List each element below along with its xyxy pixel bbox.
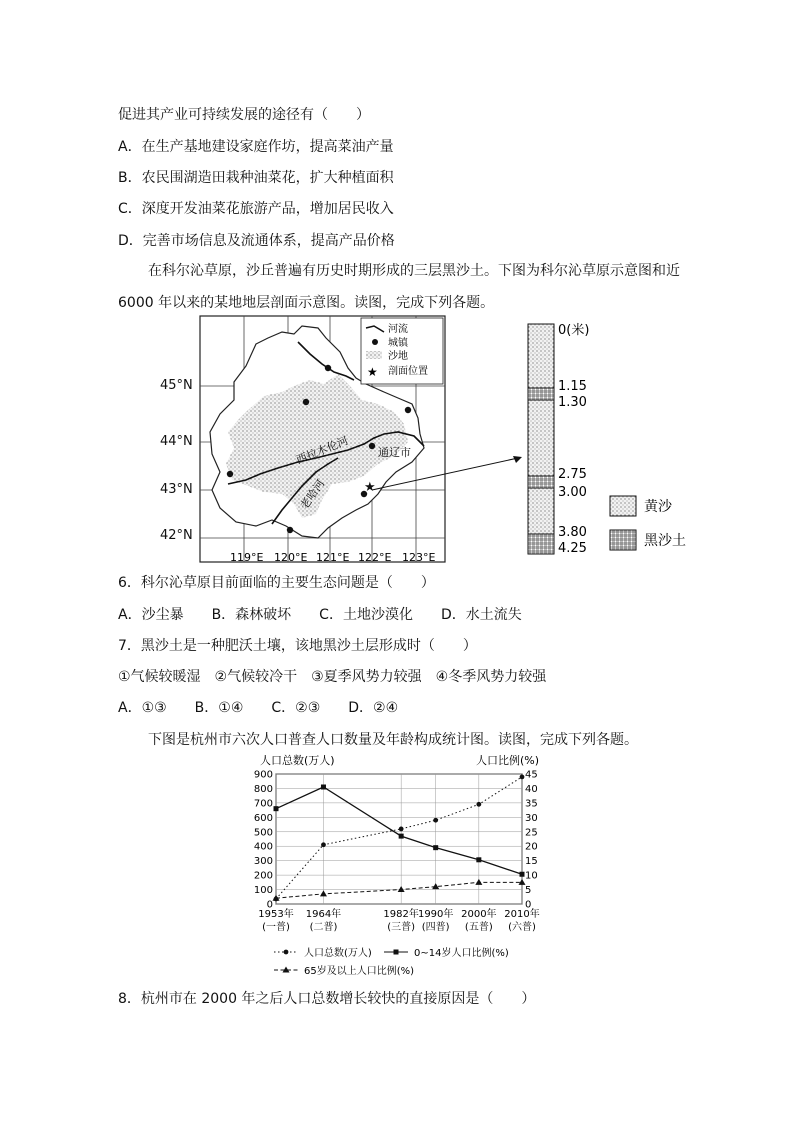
- depth-3-00: 3.00: [558, 485, 587, 500]
- left-tick-label: 500: [253, 827, 273, 839]
- left-tick-label: 600: [253, 812, 273, 824]
- data-point-square: [433, 845, 438, 850]
- q7-conditions: ①气候较暖湿 ②气候较冷干 ③夏季风势力较强 ④冬季风势力较强: [118, 669, 547, 685]
- q5-option-a: A．在生产基地建设家庭作坊，提高菜油产量: [118, 139, 394, 155]
- x-tick-year: 1990年: [417, 909, 454, 920]
- svg-text:★: ★: [367, 365, 378, 379]
- lon-label-121: 121°E: [316, 551, 350, 564]
- data-point-square: [321, 785, 326, 790]
- x-tick-census: (五普): [464, 922, 493, 933]
- data-point-square: [399, 834, 404, 839]
- legend-65-plus-ratio: 65岁及以上人口比例(%): [304, 966, 415, 977]
- legend-total-population: 人口总数(万人): [304, 948, 372, 959]
- right-tick-label: 15: [525, 856, 538, 868]
- right-tick-label: 5: [525, 885, 532, 897]
- lat-45: 45°N: [160, 378, 193, 393]
- depth-3-80: 3.80: [558, 525, 587, 540]
- left-tick-label: 300: [253, 856, 273, 868]
- q6-stem: 6．科尔沁草原目前面临的主要生态问题是（ ）: [118, 575, 435, 591]
- q7-options: A．①③ B．①④ C．②③ D．②④: [118, 700, 399, 716]
- right-tick-label: 20: [525, 841, 538, 853]
- river-label-xilamulun: 西拉木伦河: [294, 434, 351, 467]
- x-tick-year: 1953年: [258, 909, 294, 920]
- data-point-triangle: [320, 890, 327, 896]
- left-tick-label: 200: [253, 870, 273, 882]
- left-tick-label: 0: [266, 899, 273, 911]
- right-tick-label: 45: [525, 769, 538, 781]
- x-tick-census: (六普): [508, 922, 536, 933]
- x-tick-year: 1964年: [305, 909, 342, 920]
- x-tick-year: 1982年: [383, 909, 419, 920]
- left-tick-label: 400: [253, 841, 273, 853]
- lat-43: 43°N: [160, 482, 193, 497]
- passage2-line1: 下图是杭州市六次人口普查人口数量及年龄构成统计图。读图，完成下列各题。: [148, 732, 638, 748]
- data-point-square: [274, 806, 279, 811]
- lon-label-119: 119°E: [230, 551, 264, 564]
- lon-label-123: 123°E: [402, 551, 436, 564]
- legend-river: 河流: [388, 324, 408, 335]
- q6-options: A．沙尘暴 B．森林破坏 C．土地沙漠化 D．水土流失: [118, 607, 522, 623]
- horqin-map: [198, 314, 448, 566]
- q5-option-d: D．完善市场信息及流通体系，提高产品价格: [118, 233, 395, 249]
- left-tick-label: 100: [253, 885, 273, 897]
- stratigraphic-profile: [520, 318, 720, 558]
- right-tick-label: 40: [525, 783, 538, 795]
- data-point-square: [476, 857, 481, 862]
- legend-0-14-ratio: 0~14岁人口比例(%): [414, 948, 509, 959]
- river-label-laoha: 老哈河: [297, 477, 328, 512]
- lon-label-120: 120°E: [274, 551, 308, 564]
- q5-option-c: C．深度开发油菜花旅游产品，增加居民收入: [118, 201, 394, 217]
- legend-yellow-sand: 黄沙: [644, 499, 672, 515]
- city-label-tongliao: 通辽市: [378, 446, 411, 459]
- q5-stem: 促进其产业可持续发展的途径有（ ）: [118, 107, 370, 123]
- x-tick-year: 2010年: [504, 909, 540, 920]
- depth-1-15: 1.15: [558, 379, 587, 394]
- left-tick-label: 900: [253, 769, 273, 781]
- lon-label-122: 122°E: [358, 551, 392, 564]
- right-tick-label: 0: [525, 899, 532, 911]
- plot-frame: [276, 774, 522, 904]
- svg-text:★: ★: [364, 480, 376, 495]
- x-tick-year: 2000年: [461, 909, 497, 920]
- data-point-circle: [399, 826, 404, 831]
- q7-stem: 7．黑沙土是一种肥沃土壤，该地黑沙土层形成时（ ）: [118, 638, 477, 654]
- left-tick-label: 700: [253, 798, 273, 810]
- right-tick-label: 30: [525, 812, 538, 824]
- x-tick-census: (一普): [262, 922, 290, 933]
- legend-black-sandy-soil: 黑沙土: [644, 533, 686, 549]
- legend-profile: 剖面位置: [388, 366, 428, 377]
- x-tick-census: (二普): [309, 922, 338, 933]
- depth-1-30: 1.30: [558, 395, 587, 410]
- right-tick-label: 10: [525, 870, 538, 882]
- x-tick-census: (三普): [387, 922, 416, 933]
- legend-sand: 沙地: [388, 351, 408, 362]
- q8-stem: 8．杭州市在 2000 年之后人口总数增长较快的直接原因是（ ）: [118, 991, 536, 1007]
- depth-2-75: 2.75: [558, 467, 587, 482]
- lat-42: 42°N: [160, 528, 193, 543]
- right-tick-label: 25: [525, 827, 538, 839]
- right-tick-label: 35: [525, 798, 538, 810]
- left-tick-label: 800: [253, 783, 273, 795]
- data-point-triangle: [398, 886, 405, 892]
- data-point-circle: [321, 842, 326, 847]
- depth-4-25: 4.25: [558, 541, 587, 556]
- profile-arrow: [370, 450, 530, 500]
- data-point-circle: [476, 802, 481, 807]
- population-chart: [236, 752, 560, 978]
- depth-0: 0(米): [558, 323, 590, 338]
- data-point-square: [520, 872, 525, 877]
- data-point-circle: [433, 818, 438, 823]
- x-tick-census: (四普): [421, 922, 450, 933]
- data-point-triangle: [475, 879, 482, 885]
- right-axis-label: 人口比例(%): [476, 754, 540, 767]
- q5-option-b: B．农民围湖造田栽种油菜花，扩大种植面积: [118, 170, 394, 186]
- passage1-line2: 6000 年以来的某地地层剖面示意图。读图，完成下列各题。: [118, 295, 495, 311]
- legend-city: 城镇: [388, 338, 408, 349]
- left-axis-label: 人口总数(万人): [260, 754, 335, 767]
- data-point-circle: [520, 774, 525, 779]
- lat-44: 44°N: [160, 434, 193, 449]
- passage1-line1: 在科尔沁草原，沙丘普遍有历史时期形成的三层黑沙土。下图为科尔沁草原示意图和近: [148, 263, 680, 279]
